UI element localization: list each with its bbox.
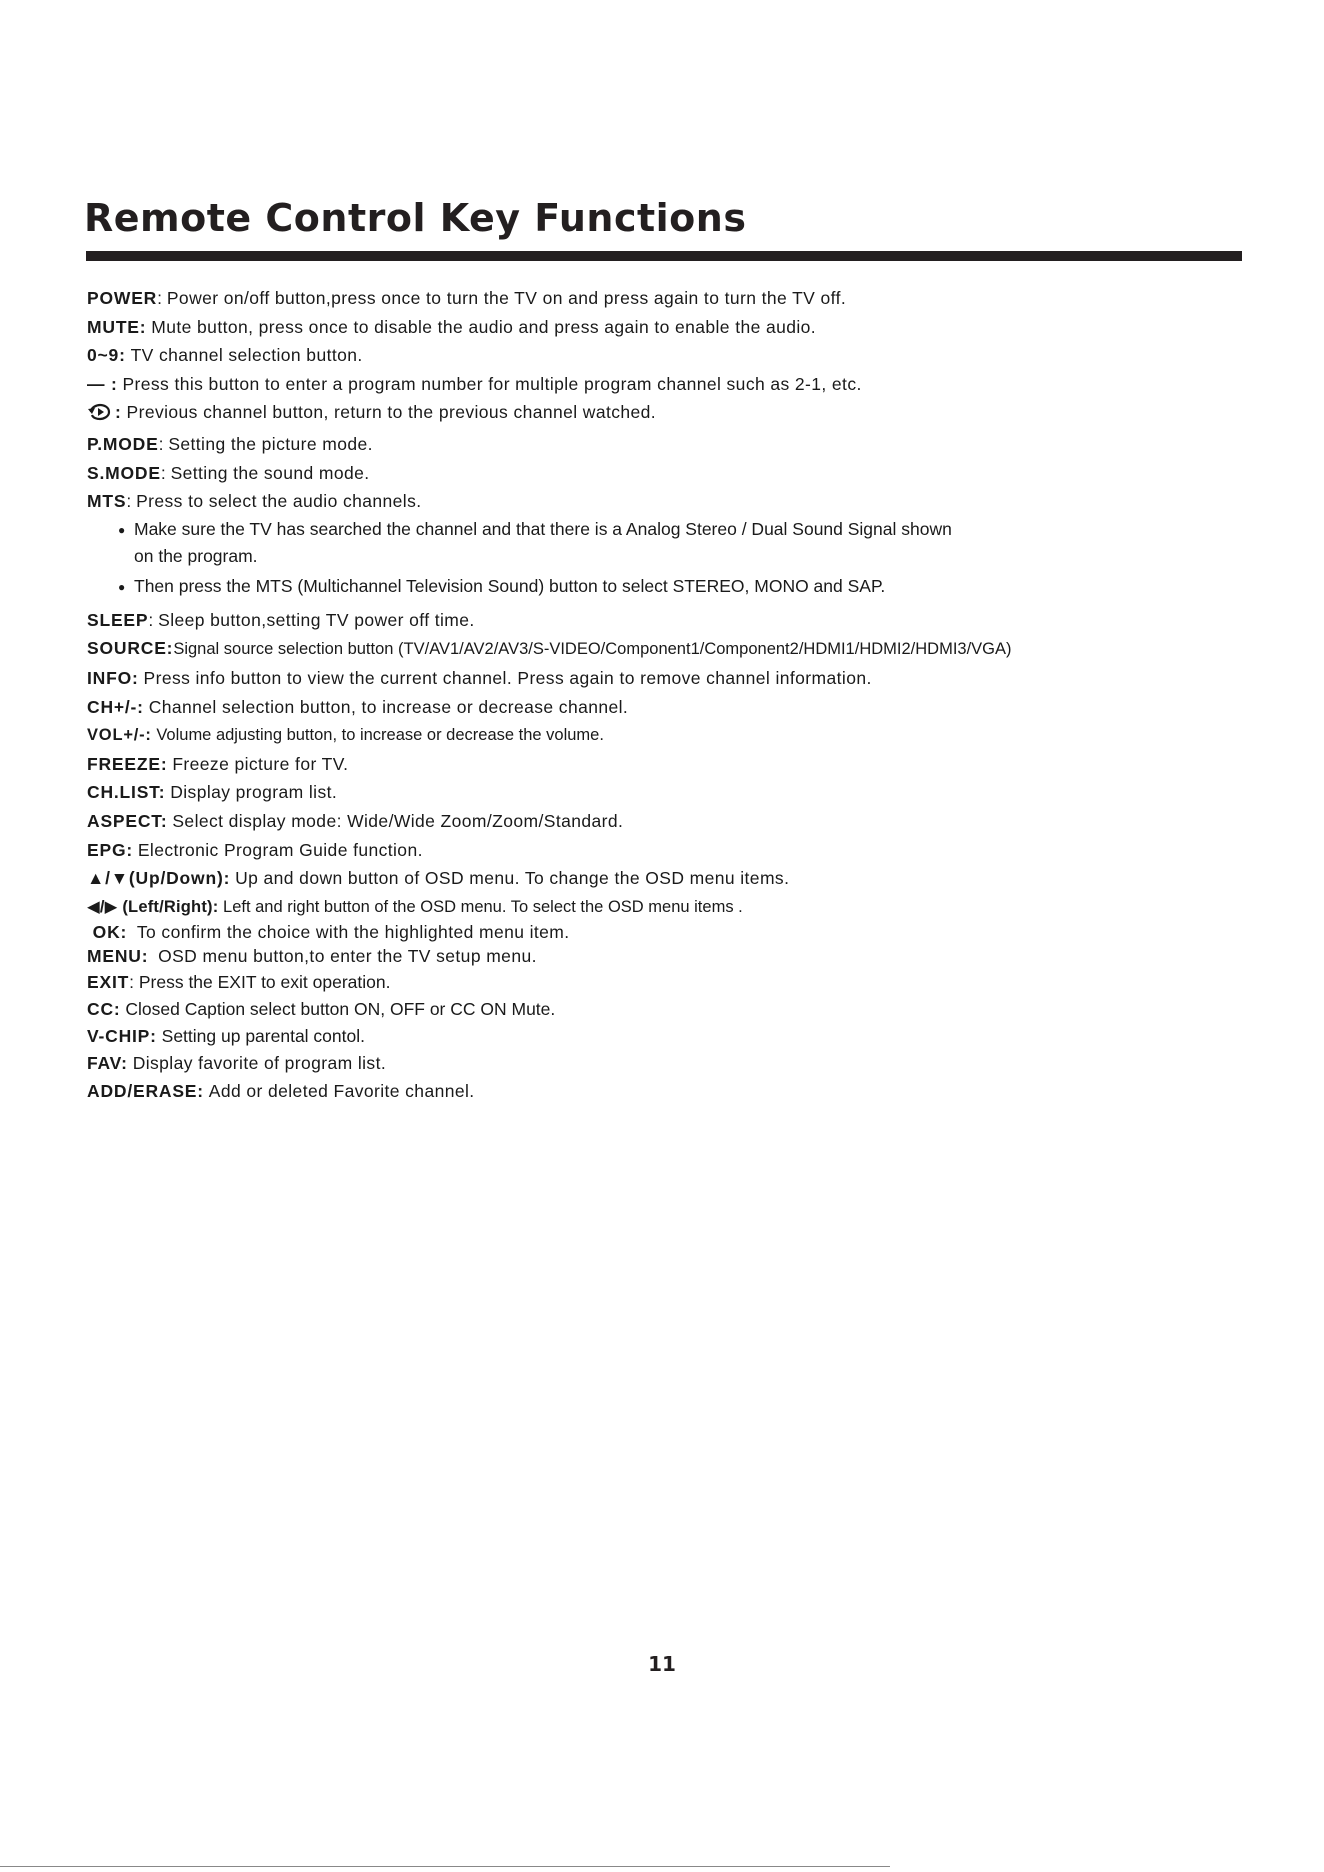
key-label: CH.LIST:: [87, 782, 166, 803]
key-description: Press the EXIT to exit operation.: [138, 972, 391, 993]
entry-mts: [87, 487, 1247, 516]
key-label: S.MODE: [87, 462, 161, 483]
key-separator: :: [160, 462, 171, 483]
entry-ch-list: [87, 778, 1247, 807]
key-label: SOURCE:: [87, 638, 174, 659]
entry-mute: [87, 313, 1247, 342]
key-label: CC:: [87, 999, 121, 1020]
entry-vol-plus-minus: [87, 721, 1247, 750]
key-label: CH+/-:: [87, 696, 144, 717]
recall-icon: [87, 401, 113, 430]
mts-note-2: [87, 573, 1247, 600]
entry-up-down: [87, 864, 1247, 893]
entry-recall: [87, 398, 1247, 430]
bullet-icon: ●: [118, 579, 126, 594]
key-description: Electronic Program Guide function.: [137, 839, 423, 860]
note-text-continued: on the program.: [134, 545, 258, 566]
entry-digits: [87, 341, 1247, 370]
key-description: To confirm the choice with the highlighted menu item.: [136, 922, 570, 943]
entry-s-mode: [87, 459, 1247, 488]
key-separator: [148, 946, 158, 966]
note-text: Make sure the TV has searched the channel and that there is a Analog Stereo / Dual Sound Signal shown: [134, 518, 952, 539]
entry-power: [87, 284, 1247, 313]
entry-source: [87, 634, 1247, 664]
key-label: ASPECT:: [87, 810, 168, 831]
key-label: OK:: [87, 922, 128, 943]
entry-p-mode: [87, 430, 1247, 459]
entry-epg: [87, 836, 1247, 865]
entry-menu: [87, 943, 1247, 969]
key-label: — :: [87, 373, 118, 394]
entry-freeze: [87, 750, 1247, 779]
entry-aspect: [87, 807, 1247, 836]
key-label: V-CHIP:: [87, 1026, 157, 1047]
mts-note-1: [87, 516, 1247, 569]
entry-add-erase: [87, 1077, 1247, 1106]
entry-info: [87, 664, 1247, 693]
key-label: EXIT: [87, 972, 130, 993]
key-separator: :: [157, 288, 167, 308]
key-description: Setting the picture mode.: [168, 433, 373, 454]
key-label: MTS: [87, 491, 127, 512]
key-label: EPG:: [87, 839, 133, 860]
key-description: Previous channel button, return to the previous channel watched.: [126, 402, 657, 423]
key-label: MUTE:: [87, 316, 147, 337]
key-description: OSD menu button,to enter the TV setup menu.: [158, 946, 537, 967]
key-description: Setting up parental contol.: [161, 1026, 365, 1047]
key-description: Display program list.: [170, 782, 338, 803]
key-description: Display favorite of program list.: [132, 1053, 387, 1074]
key-description: Left and right button of the OSD menu. To select the OSD menu items .: [223, 897, 743, 916]
key-description: Add or deleted Favorite channel.: [208, 1081, 475, 1102]
key-label: POWER: [87, 288, 158, 308]
key-label: P.MODE: [87, 433, 159, 454]
key-description: Select display mode: Wide/Wide Zoom/Zoom/Standard.: [172, 810, 624, 831]
key-description: Power on/off button,press once to turn the TV on and press again to turn the TV off.: [166, 288, 847, 308]
key-label: FAV:: [87, 1053, 128, 1074]
page-number: 11: [648, 1652, 676, 1676]
key-description: Setting the sound mode.: [170, 462, 370, 483]
entry-left-right: [87, 893, 1247, 922]
key-description: Closed Caption select button ON, OFF or CC ON Mute.: [125, 999, 556, 1020]
key-label: MENU:: [87, 946, 149, 967]
key-label: ◀/▶ (Left/Right):: [87, 897, 219, 916]
entry-dash: [87, 370, 1247, 399]
page-title: Remote Control Key Functions: [84, 196, 747, 240]
key-label: ADD/ERASE:: [87, 1081, 204, 1102]
key-description: Signal source selection button (TV/AV1/AV2/AV3/S-VIDEO/Component1/Component2/HDMI1/HDMI2/HDMI3/VGA): [173, 640, 1012, 659]
key-label: ▲/▼(Up/Down):: [87, 868, 231, 889]
entry-ch-plus-minus: [87, 693, 1247, 722]
key-label: :: [115, 402, 122, 423]
key-label: 0~9:: [87, 345, 126, 366]
key-description: TV channel selection button.: [130, 345, 363, 366]
entry-exit: [87, 969, 1247, 996]
key-separator: :: [158, 433, 169, 454]
key-label: FREEZE:: [87, 753, 168, 774]
key-description: Press to select the audio channels.: [136, 491, 422, 512]
key-description: Sleep button,setting TV power off time.: [158, 609, 475, 630]
key-label: SLEEP: [87, 609, 149, 630]
key-label: INFO:: [87, 667, 139, 688]
key-description: Volume adjusting button, to increase or decrease the volume.: [156, 726, 604, 745]
key-description: Mute button, press once to disable the audio and press again to enable the audio.: [151, 316, 817, 337]
key-description: Up and down button of OSD menu. To change the OSD menu items.: [235, 868, 790, 889]
key-separator: :: [148, 609, 159, 630]
note-text: Then press the MTS (Multichannel Television Sound) button to select STEREO, MONO and SAP.: [134, 575, 886, 596]
key-description: Channel selection button, to increase or decrease channel.: [148, 696, 629, 717]
key-label: VOL+/-:: [87, 726, 152, 745]
key-function-list: [87, 284, 1247, 1106]
key-separator: :: [126, 491, 137, 512]
title-divider: [86, 251, 1242, 261]
key-description: Freeze picture for TV.: [172, 753, 349, 774]
entry-cc: [87, 996, 1247, 1023]
key-separator: :: [129, 972, 139, 993]
entry-ok: [87, 921, 1247, 943]
bullet-icon: ●: [118, 522, 126, 537]
entry-sleep: [87, 606, 1247, 635]
key-separator: [127, 922, 137, 942]
key-description: Press info button to view the current channel. Press again to remove channel information.: [143, 667, 872, 688]
footer-divider: [0, 1866, 890, 1867]
entry-fav: [87, 1050, 1247, 1077]
entry-v-chip: [87, 1023, 1247, 1050]
key-description: Press this button to enter a program number for multiple program channel such as 2-1, etc.: [122, 373, 862, 394]
